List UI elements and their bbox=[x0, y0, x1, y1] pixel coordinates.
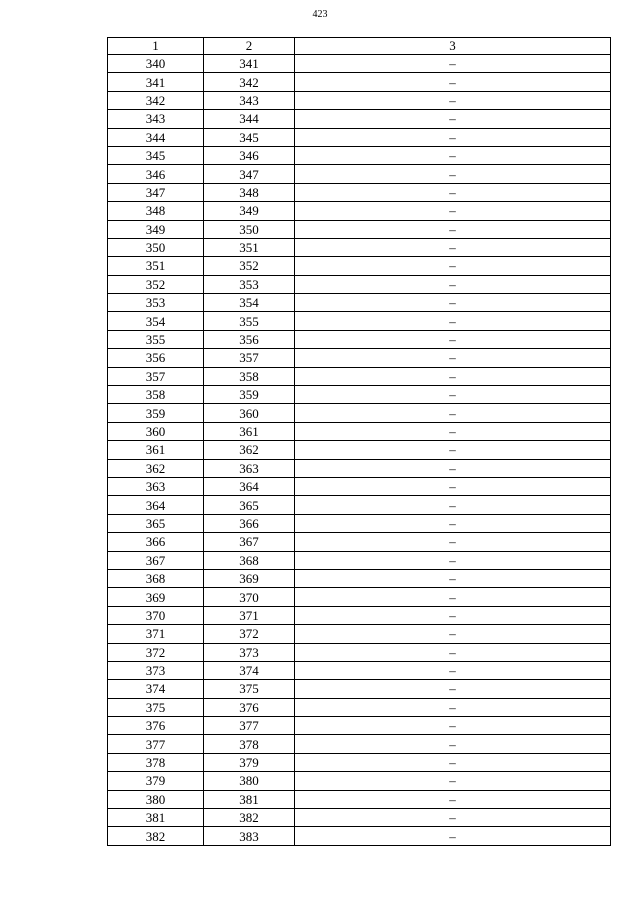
table-cell-col-1: 364 bbox=[108, 496, 204, 514]
table-cell-col-2: 351 bbox=[204, 238, 295, 256]
table-cell-col-2: 368 bbox=[204, 551, 295, 569]
table-cell-col-1: 351 bbox=[108, 257, 204, 275]
table-row bbox=[108, 790, 611, 808]
table-cell-col-3: – bbox=[295, 735, 611, 753]
table-cell-col-3: – bbox=[295, 809, 611, 827]
table-row bbox=[108, 477, 611, 495]
table-cell-col-3: – bbox=[295, 257, 611, 275]
table-cell-col-2: 359 bbox=[204, 386, 295, 404]
table-row bbox=[108, 146, 611, 164]
table-cell-col-3: – bbox=[295, 477, 611, 495]
column-header-2: 2 bbox=[204, 38, 295, 55]
table-row bbox=[108, 257, 611, 275]
table-cell-col-1: 379 bbox=[108, 772, 204, 790]
table-row bbox=[108, 533, 611, 551]
table-cell-col-3: – bbox=[295, 220, 611, 238]
table-cell-col-2: 358 bbox=[204, 367, 295, 385]
table-cell-col-2: 361 bbox=[204, 422, 295, 440]
table-cell-col-1: 368 bbox=[108, 569, 204, 587]
table-cell-col-1: 344 bbox=[108, 128, 204, 146]
table-row bbox=[108, 441, 611, 459]
table-cell-col-1: 346 bbox=[108, 165, 204, 183]
table-cell-col-3: – bbox=[295, 275, 611, 293]
table-row bbox=[108, 238, 611, 256]
table-cell-col-2: 382 bbox=[204, 809, 295, 827]
table-cell-col-1: 362 bbox=[108, 459, 204, 477]
table-cell-col-3: – bbox=[295, 569, 611, 587]
table-cell-col-3: – bbox=[295, 73, 611, 91]
table-cell-col-2: 371 bbox=[204, 606, 295, 624]
table-row bbox=[108, 717, 611, 735]
table-cell-col-2: 352 bbox=[204, 257, 295, 275]
table-cell-col-2: 348 bbox=[204, 183, 295, 201]
table-cell-col-1: 357 bbox=[108, 367, 204, 385]
table-row bbox=[108, 91, 611, 109]
data-table bbox=[107, 37, 611, 846]
table-cell-col-2: 345 bbox=[204, 128, 295, 146]
table-cell-col-3: – bbox=[295, 551, 611, 569]
table-cell-col-2: 367 bbox=[204, 533, 295, 551]
table-row bbox=[108, 514, 611, 532]
table-row bbox=[108, 349, 611, 367]
table-cell-col-1: 342 bbox=[108, 91, 204, 109]
table-row bbox=[108, 55, 611, 73]
table-cell-col-1: 358 bbox=[108, 386, 204, 404]
table-row bbox=[108, 551, 611, 569]
table-cell-col-2: 343 bbox=[204, 91, 295, 109]
table-cell-col-2: 356 bbox=[204, 330, 295, 348]
table-row bbox=[108, 183, 611, 201]
table-cell-col-3: – bbox=[295, 422, 611, 440]
table-cell-col-1: 343 bbox=[108, 110, 204, 128]
table-cell-col-3: – bbox=[295, 496, 611, 514]
table-cell-col-1: 365 bbox=[108, 514, 204, 532]
table-cell-col-3: – bbox=[295, 625, 611, 643]
table-cell-col-2: 354 bbox=[204, 294, 295, 312]
table-cell-col-2: 366 bbox=[204, 514, 295, 532]
table-cell-col-1: 366 bbox=[108, 533, 204, 551]
table-cell-col-1: 363 bbox=[108, 477, 204, 495]
table-cell-col-3: – bbox=[295, 459, 611, 477]
table-cell-col-1: 353 bbox=[108, 294, 204, 312]
table-cell-col-3: – bbox=[295, 367, 611, 385]
table-cell-col-2: 381 bbox=[204, 790, 295, 808]
table-cell-col-3: – bbox=[295, 698, 611, 716]
table-cell-col-2: 341 bbox=[204, 55, 295, 73]
table-cell-col-2: 379 bbox=[204, 753, 295, 771]
table-row bbox=[108, 680, 611, 698]
table-cell-col-1: 361 bbox=[108, 441, 204, 459]
table-cell-col-1: 352 bbox=[108, 275, 204, 293]
table-cell-col-1: 378 bbox=[108, 753, 204, 771]
table-cell-col-3: – bbox=[295, 146, 611, 164]
table-cell-col-1: 375 bbox=[108, 698, 204, 716]
table-cell-col-1: 356 bbox=[108, 349, 204, 367]
table-cell-col-2: 372 bbox=[204, 625, 295, 643]
table-row bbox=[108, 606, 611, 624]
table-cell-col-3: – bbox=[295, 588, 611, 606]
table-cell-col-2: 364 bbox=[204, 477, 295, 495]
table-cell-col-1: 355 bbox=[108, 330, 204, 348]
table-cell-col-3: – bbox=[295, 312, 611, 330]
table-cell-col-3: – bbox=[295, 606, 611, 624]
column-header-3: 3 bbox=[295, 38, 611, 55]
table-cell-col-1: 341 bbox=[108, 73, 204, 91]
table-cell-col-2: 383 bbox=[204, 827, 295, 845]
table-row bbox=[108, 202, 611, 220]
table-cell-col-3: – bbox=[295, 533, 611, 551]
table-cell-col-1: 370 bbox=[108, 606, 204, 624]
table-cell-col-1: 349 bbox=[108, 220, 204, 238]
table-cell-col-2: 357 bbox=[204, 349, 295, 367]
table-cell-col-2: 342 bbox=[204, 73, 295, 91]
table-cell-col-3: – bbox=[295, 330, 611, 348]
table-row bbox=[108, 128, 611, 146]
table-row bbox=[108, 312, 611, 330]
table-body bbox=[108, 55, 611, 846]
table-cell-col-2: 355 bbox=[204, 312, 295, 330]
table-row bbox=[108, 386, 611, 404]
table-row bbox=[108, 367, 611, 385]
table-cell-col-3: – bbox=[295, 772, 611, 790]
table-row bbox=[108, 459, 611, 477]
table-cell-col-1: 371 bbox=[108, 625, 204, 643]
table-cell-col-2: 374 bbox=[204, 661, 295, 679]
table-row bbox=[108, 753, 611, 771]
table-cell-col-3: – bbox=[295, 790, 611, 808]
table-row bbox=[108, 698, 611, 716]
table-cell-col-3: – bbox=[295, 349, 611, 367]
table-row bbox=[108, 404, 611, 422]
table-cell-col-1: 373 bbox=[108, 661, 204, 679]
table-header-row bbox=[108, 38, 611, 55]
table-cell-col-2: 349 bbox=[204, 202, 295, 220]
table-cell-col-2: 360 bbox=[204, 404, 295, 422]
table-cell-col-3: – bbox=[295, 404, 611, 422]
table-cell-col-2: 380 bbox=[204, 772, 295, 790]
column-header-1: 1 bbox=[108, 38, 204, 55]
table-row bbox=[108, 294, 611, 312]
table-cell-col-2: 365 bbox=[204, 496, 295, 514]
table-cell-col-3: – bbox=[295, 128, 611, 146]
table-cell-col-2: 373 bbox=[204, 643, 295, 661]
table-cell-col-1: 382 bbox=[108, 827, 204, 845]
table-cell-col-3: – bbox=[295, 680, 611, 698]
table-cell-col-1: 376 bbox=[108, 717, 204, 735]
table-cell-col-2: 377 bbox=[204, 717, 295, 735]
table-cell-col-3: – bbox=[295, 165, 611, 183]
table-cell-col-1: 372 bbox=[108, 643, 204, 661]
table-row bbox=[108, 422, 611, 440]
table-cell-col-3: – bbox=[295, 441, 611, 459]
table-cell-col-2: 363 bbox=[204, 459, 295, 477]
table-row bbox=[108, 588, 611, 606]
table-cell-col-2: 362 bbox=[204, 441, 295, 459]
table-cell-col-3: – bbox=[295, 183, 611, 201]
table-row bbox=[108, 661, 611, 679]
table-cell-col-1: 354 bbox=[108, 312, 204, 330]
table-cell-col-1: 350 bbox=[108, 238, 204, 256]
table-row bbox=[108, 496, 611, 514]
table-row bbox=[108, 110, 611, 128]
table-cell-col-3: – bbox=[295, 91, 611, 109]
table-cell-col-2: 378 bbox=[204, 735, 295, 753]
table-cell-col-2: 346 bbox=[204, 146, 295, 164]
table-row bbox=[108, 735, 611, 753]
table-cell-col-1: 380 bbox=[108, 790, 204, 808]
table-cell-col-1: 345 bbox=[108, 146, 204, 164]
table-row bbox=[108, 220, 611, 238]
table-cell-col-3: – bbox=[295, 238, 611, 256]
table-row bbox=[108, 772, 611, 790]
table-cell-col-2: 369 bbox=[204, 569, 295, 587]
table-row bbox=[108, 625, 611, 643]
table-row bbox=[108, 569, 611, 587]
table-cell-col-3: – bbox=[295, 386, 611, 404]
table-cell-col-3: – bbox=[295, 514, 611, 532]
table-cell-col-1: 377 bbox=[108, 735, 204, 753]
table-cell-col-2: 347 bbox=[204, 165, 295, 183]
table-cell-col-3: – bbox=[295, 661, 611, 679]
table-cell-col-1: 340 bbox=[108, 55, 204, 73]
table-cell-col-1: 369 bbox=[108, 588, 204, 606]
table-cell-col-3: – bbox=[295, 110, 611, 128]
table-row bbox=[108, 165, 611, 183]
table-cell-col-2: 370 bbox=[204, 588, 295, 606]
table-cell-col-2: 376 bbox=[204, 698, 295, 716]
table-cell-col-1: 367 bbox=[108, 551, 204, 569]
table-cell-col-3: – bbox=[295, 643, 611, 661]
table-row bbox=[108, 827, 611, 845]
table-cell-col-3: – bbox=[295, 753, 611, 771]
table-cell-col-2: 375 bbox=[204, 680, 295, 698]
table-row bbox=[108, 643, 611, 661]
table-cell-col-3: – bbox=[295, 294, 611, 312]
table-cell-col-1: 359 bbox=[108, 404, 204, 422]
table-cell-col-3: – bbox=[295, 202, 611, 220]
table-row bbox=[108, 73, 611, 91]
table-cell-col-2: 350 bbox=[204, 220, 295, 238]
table-cell-col-1: 348 bbox=[108, 202, 204, 220]
page-number: 423 bbox=[312, 9, 328, 20]
table-cell-col-3: – bbox=[295, 717, 611, 735]
table-cell-col-1: 347 bbox=[108, 183, 204, 201]
table-cell-col-2: 353 bbox=[204, 275, 295, 293]
table-cell-col-1: 381 bbox=[108, 809, 204, 827]
table-cell-col-3: – bbox=[295, 827, 611, 845]
table-row bbox=[108, 809, 611, 827]
table-cell-col-2: 344 bbox=[204, 110, 295, 128]
table-row bbox=[108, 330, 611, 348]
table-cell-col-1: 374 bbox=[108, 680, 204, 698]
table-row bbox=[108, 275, 611, 293]
table-cell-col-3: – bbox=[295, 55, 611, 73]
table-cell-col-1: 360 bbox=[108, 422, 204, 440]
